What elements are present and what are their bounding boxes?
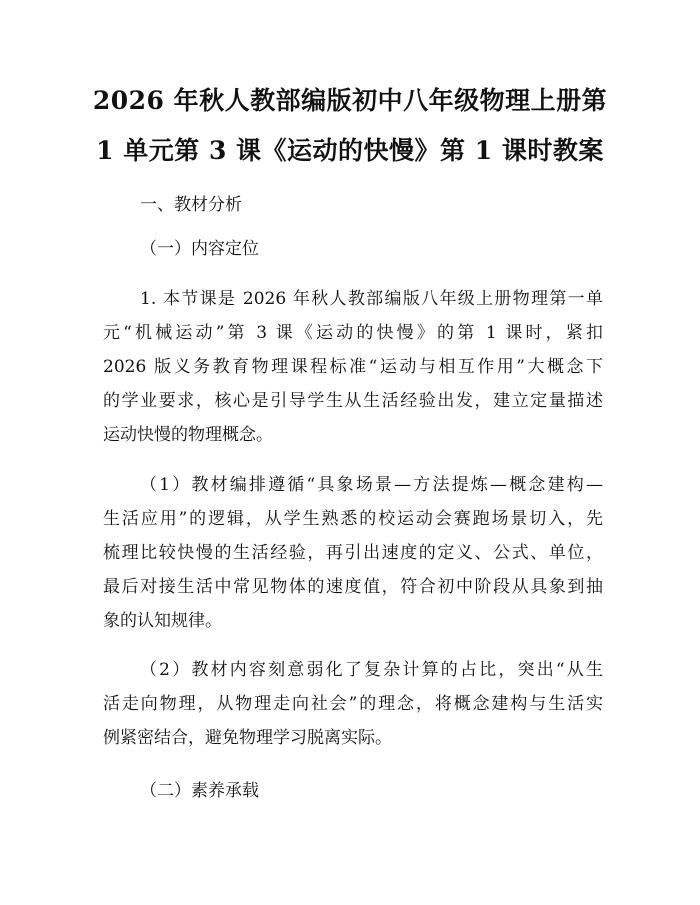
paragraph-line: 的学业要求，核心是引导学生从生活经验出发，建立定量描述 — [103, 391, 603, 411]
document-title-line-2: 1 单元第 3 课《运动的快慢》第 1 课时教案 — [96, 136, 604, 165]
subsection-heading-literacy: （二）素养承载 — [140, 781, 259, 801]
paragraph-lesson-overview — [103, 282, 603, 452]
paragraph-line: （1）教材编排遵循“具象场景—方法提炼—概念建构— — [140, 475, 603, 495]
paragraph-line: 活走向物理，从物理走向社会”的理念，将概念建构与生活实 — [103, 694, 603, 714]
paragraph-line: 运动快慢的物理概念。 — [103, 425, 273, 445]
paragraph-line: 例紧密结合，避免物理学习脱离实际。 — [103, 728, 392, 748]
document-title-line-1: 2026 年秋人教部编版初中八年级物理上册第 — [92, 86, 608, 115]
paragraph-content-emphasis — [103, 653, 603, 755]
paragraph-textbook-arrangement — [103, 468, 603, 638]
subsection-heading-content-positioning: （一）内容定位 — [140, 239, 259, 259]
section-heading-textbook-analysis: 一、教材分析 — [140, 195, 242, 215]
paragraph-line: 2026 版义务教育物理课程标准“运动与相互作用”大概念下 — [103, 357, 603, 377]
paragraph-line: 象的认知规律。 — [103, 611, 222, 631]
paragraph-line: 1. 本节课是 2026 年秋人教部编版八年级上册物理第一单 — [140, 289, 603, 309]
paragraph-line: 最后对接生活中常见物体的速度值，符合初中阶段从具象到抽 — [103, 577, 603, 597]
paragraph-line: （2）教材内容刻意弱化了复杂计算的占比，突出“从生 — [140, 660, 603, 680]
paragraph-line: 元“机械运动”第 3 课《运动的快慢》的第 1 课时，紧扣 — [103, 323, 603, 343]
paragraph-line: 梳理比较快慢的生活经验，再引出速度的定义、公式、单位， — [103, 543, 603, 563]
paragraph-line: 生活应用”的逻辑，从学生熟悉的校运动会赛跑场景切入，先 — [103, 509, 603, 529]
